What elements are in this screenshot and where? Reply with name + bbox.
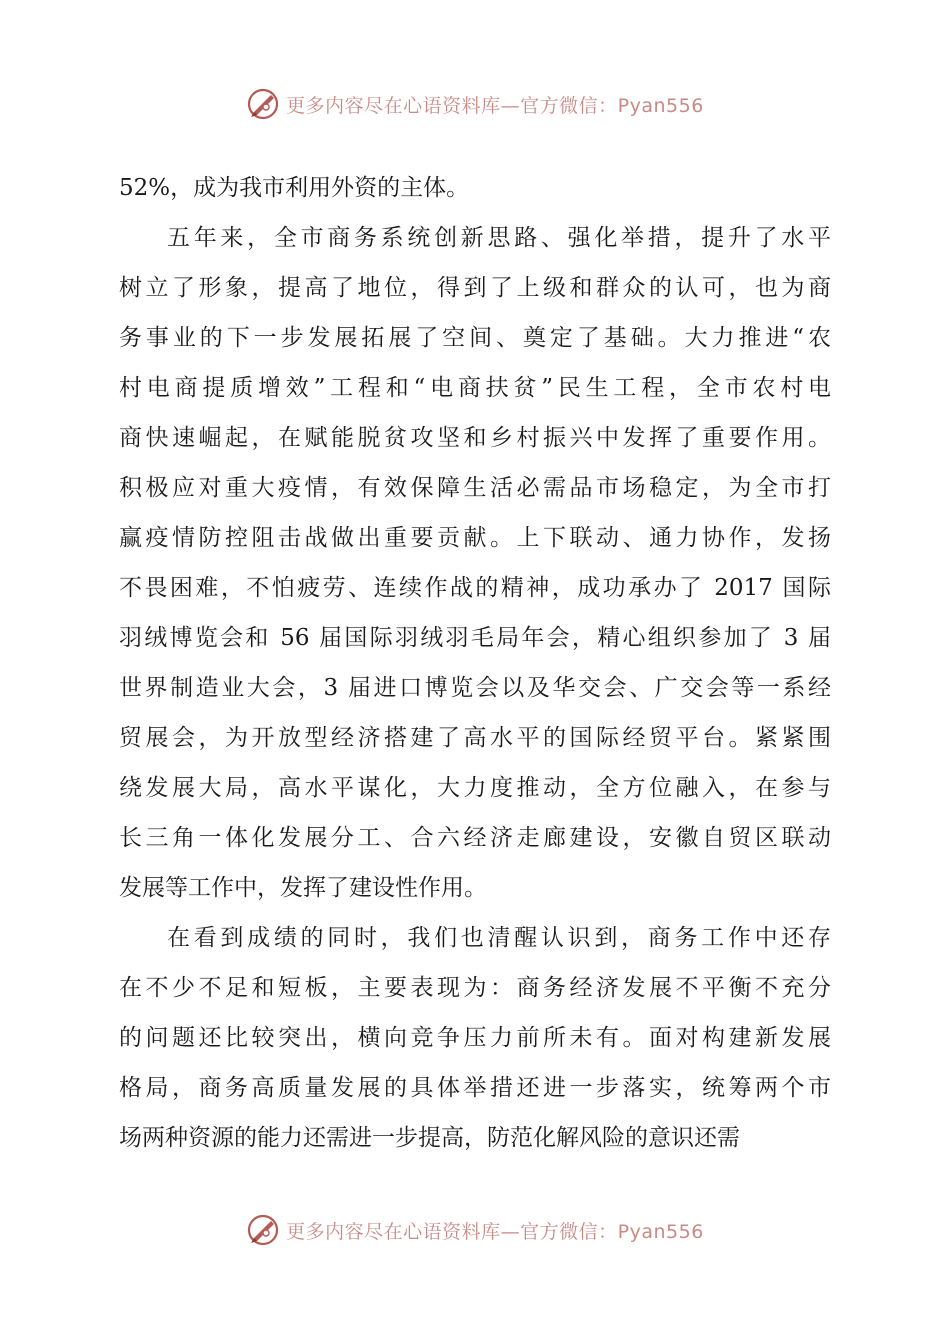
text-line: 绕发展大局，高水平谋化，大力度推动，全方位融入，在参与	[119, 775, 831, 801]
watermark-text: 更多内容尽在心语资料库—官方微信：Pyan556	[286, 1220, 704, 1243]
text-line: 场两种资源的能力还需进一步提高，防范化解风险的意识还需	[119, 1125, 740, 1151]
text-line: 的问题还比较突出，横向竞争压力前所未有。面对构建新发展	[119, 1025, 831, 1051]
pen-circle-logo-icon	[246, 1213, 280, 1247]
header-watermark	[0, 84, 950, 124]
text-line: 格局，商务高质量发展的具体举措还进一步落实，统筹两个市	[119, 1075, 831, 1101]
paragraph	[119, 213, 831, 913]
text-line: 发展等工作中，发挥了建设性作用。	[119, 875, 487, 901]
text-line: 在不少不足和短板，主要表现为：商务经济发展不平衡不充分	[119, 975, 831, 1001]
paragraph	[119, 913, 831, 1163]
text-line: 村电商提质增效”工程和“电商扶贫”民生工程，全市农村电	[119, 375, 831, 401]
text-line: 五年来，全市商务系统创新思路、强化举措，提升了水平	[167, 225, 831, 251]
paragraph	[119, 163, 831, 213]
text-line: 羽绒博览会和 56 届国际羽绒羽毛局年会，精心组织参加了 3 届	[119, 625, 831, 651]
pen-circle-logo-icon	[246, 87, 280, 121]
text-line: 赢疫情防控阻击战做出重要贡献。上下联动、通力协作，发扬	[119, 525, 831, 551]
text-line: 世界制造业大会，3 届进口博览会以及华交会、广交会等一系经	[119, 675, 831, 701]
text-line: 贸展会，为开放型经济搭建了高水平的国际经贸平台。紧紧围	[119, 725, 831, 751]
text-line: 商快速崛起，在赋能脱贫攻坚和乡村振兴中发挥了重要作用。	[119, 425, 831, 451]
text-line: 52%，成为我市利用外资的主体。	[119, 175, 470, 201]
text-line: 不畏困难，不怕疲劳、连续作战的精神，成功承办了 2017 国际	[119, 575, 831, 601]
text-line: 长三角一体化发展分工、合六经济走廊建设，安徽自贸区联动	[119, 825, 831, 851]
document-body	[119, 163, 831, 1163]
text-line: 在看到成绩的同时，我们也清醒认识到，商务工作中还存	[167, 925, 831, 951]
text-line: 积极应对重大疫情，有效保障生活必需品市场稳定，为全市打	[119, 475, 831, 501]
watermark-text: 更多内容尽在心语资料库—官方微信：Pyan556	[286, 94, 704, 117]
text-line: 务事业的下一步发展拓展了空间、奠定了基础。大力推进“农	[119, 325, 831, 351]
footer-watermark	[0, 1210, 950, 1250]
text-line: 树立了形象，提高了地位，得到了上级和群众的认可，也为商	[119, 275, 831, 301]
